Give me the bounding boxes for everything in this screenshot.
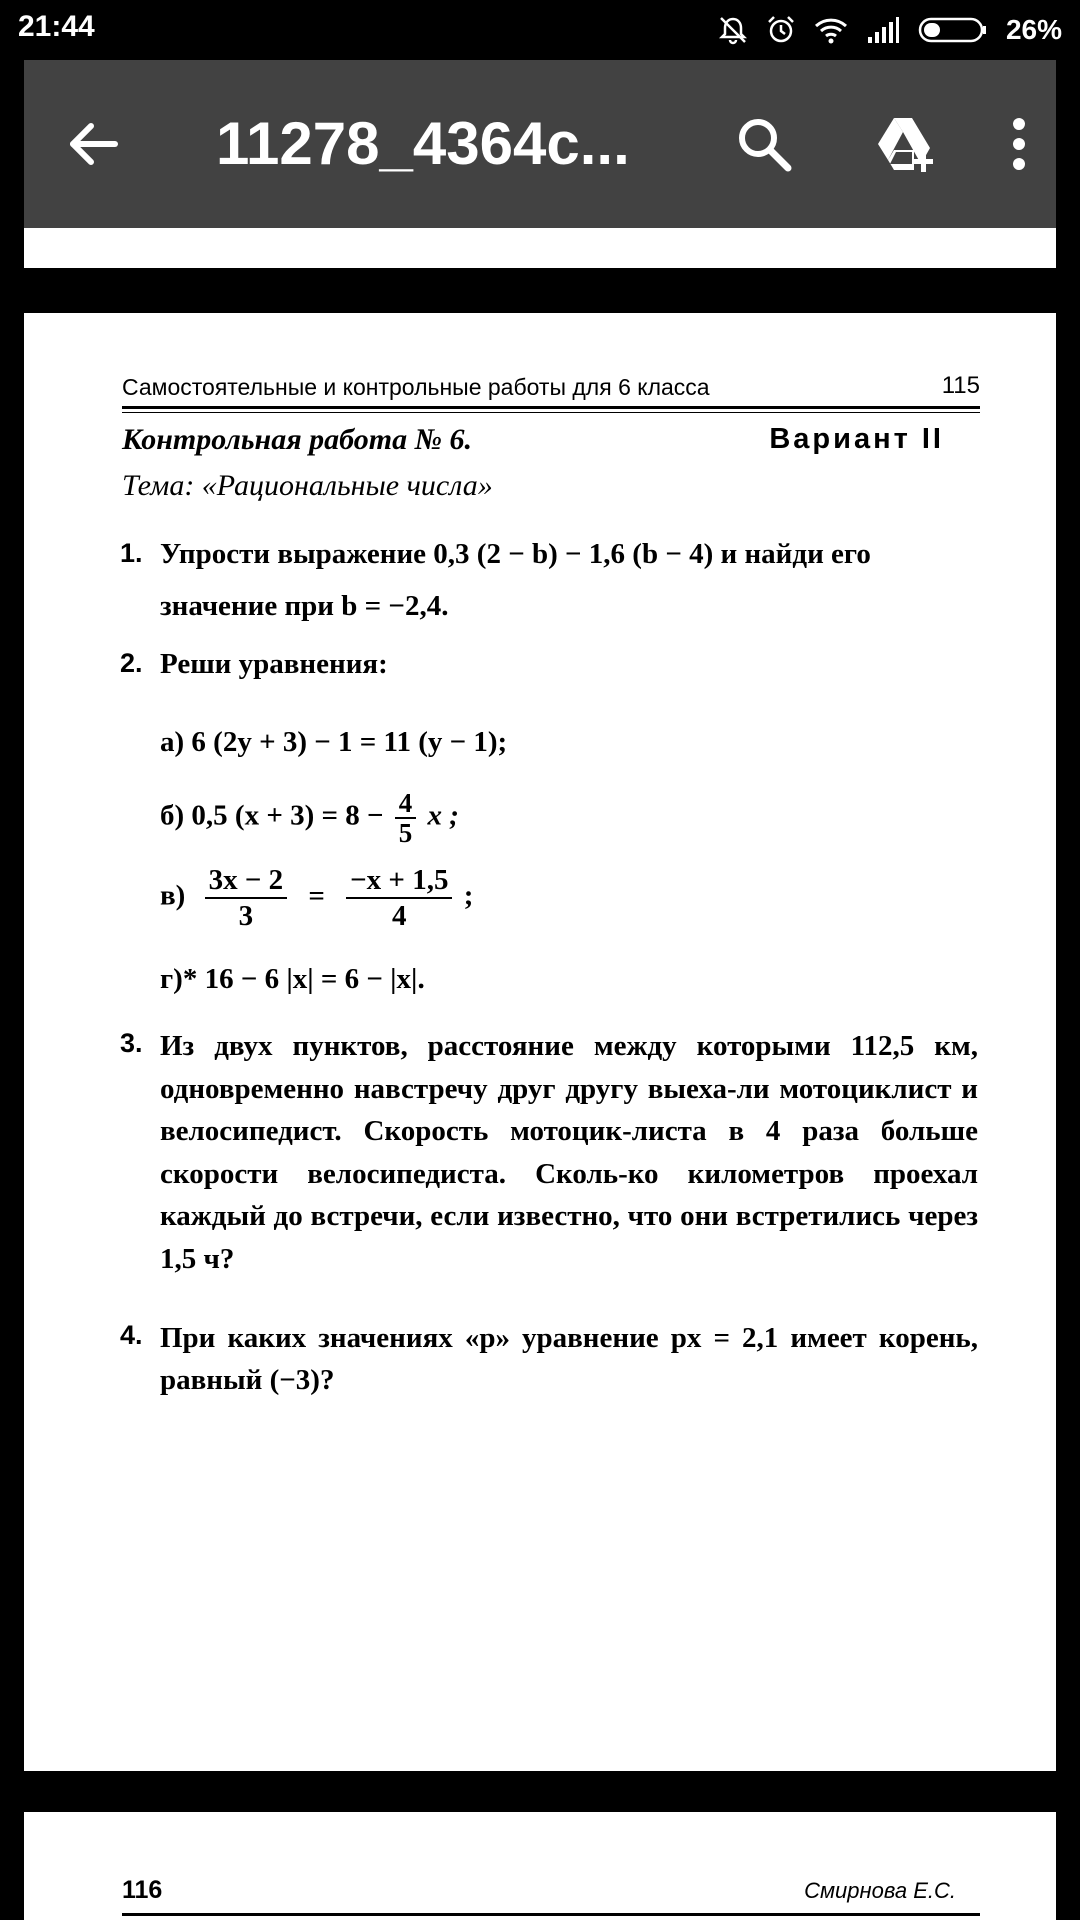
- next-page-number: 116: [122, 1876, 163, 1904]
- back-button[interactable]: [48, 60, 138, 228]
- fraction-left: [205, 863, 288, 933]
- status-icons: [718, 11, 1062, 49]
- drive-add-icon: [874, 114, 940, 174]
- fraction-denominator: 4: [392, 900, 407, 932]
- equation-v-equals: =: [308, 879, 325, 912]
- question-4-text: При каких значениях «р» уравнение px = 2,1 имеет корень, равный (−3)?: [160, 1322, 978, 1396]
- previous-page-edge: [24, 228, 1056, 268]
- fraction-numerator: −x + 1,5: [346, 863, 452, 899]
- status-time: 21:44: [18, 10, 95, 43]
- page-number: 115: [941, 372, 980, 399]
- page-header-title: Самостоятельные и контрольные работы для 6 класса: [122, 374, 710, 400]
- question-1-line-2: значение при b = −2,4.: [160, 590, 449, 622]
- search-icon: [734, 114, 794, 174]
- battery-icon: [918, 15, 988, 45]
- fraction-right: [346, 863, 452, 933]
- fraction-numerator: 3x − 2: [205, 863, 288, 899]
- header-rule-thin: [122, 412, 980, 413]
- status-bar: [0, 0, 1080, 60]
- equation-v-end: ;: [463, 879, 474, 912]
- question-2-number: 2.: [120, 648, 143, 678]
- document-page[interactable]: [24, 313, 1056, 1771]
- fraction-denominator: 5: [398, 818, 413, 848]
- battery-percent: 26%: [1005, 14, 1062, 45]
- next-document-page[interactable]: [24, 1812, 1056, 1920]
- topic: Тема: «Рациональные числа»: [122, 469, 493, 502]
- equation-v-label: в): [160, 879, 186, 912]
- variant-label: Вариант II: [769, 423, 944, 455]
- mute-icon: [718, 15, 748, 45]
- fraction-4-5: [395, 789, 417, 847]
- fraction-numerator: 4: [395, 789, 417, 819]
- question-4-number: 4.: [120, 1320, 143, 1350]
- equation-g: г)* 16 − 6 |x| = 6 − |x|.: [160, 963, 425, 995]
- app-bar: [24, 60, 1056, 228]
- next-page-author: Смирнова Е.С.: [804, 1878, 956, 1903]
- signal-icon: [866, 15, 900, 45]
- work-title: Контрольная работа № 6.: [122, 423, 473, 456]
- header-rule: [122, 406, 980, 409]
- equation-v: [160, 863, 473, 933]
- next-page-header-rule: [122, 1913, 980, 1916]
- equation-b-left: б) 0,5 (x + 3) = 8 −: [160, 799, 384, 832]
- question-1-line-1: Упрости выражение 0,3 (2 − b) − 1,6 (b − 4) и найди его: [160, 538, 871, 570]
- question-3-text: Из двух пунктов, расстояние между которыми 112,5 км, одновременно навстречу друг другу выеха-ли мотоциклист и велосипедист. Скорость мотоцик-листа в 4 раза больше скорости велосипедиста. Сколь-ко километров проехал каждый до встречи, если известно, что они встретились через 1,5 ч?: [160, 1030, 978, 1275]
- question-3-number: 3.: [120, 1028, 143, 1058]
- alarm-icon: [766, 15, 796, 45]
- search-button[interactable]: [714, 60, 814, 228]
- more-options-button[interactable]: [984, 60, 1054, 228]
- equation-b: [160, 789, 459, 847]
- equation-b-right: x ;: [427, 799, 459, 832]
- document-title: 11278_4364c...: [216, 110, 630, 177]
- equation-a: а) 6 (2y + 3) − 1 = 11 (y − 1);: [160, 726, 508, 758]
- more-vert-icon: [1009, 116, 1029, 172]
- fraction-denominator: 3: [238, 900, 254, 932]
- page-header: [122, 370, 980, 410]
- add-to-drive-button[interactable]: [852, 60, 962, 228]
- wifi-icon: [814, 15, 848, 45]
- question-2-text: Реши уравнения:: [160, 648, 388, 680]
- question-1-number: 1.: [120, 538, 143, 568]
- arrow-left-icon: [65, 116, 121, 172]
